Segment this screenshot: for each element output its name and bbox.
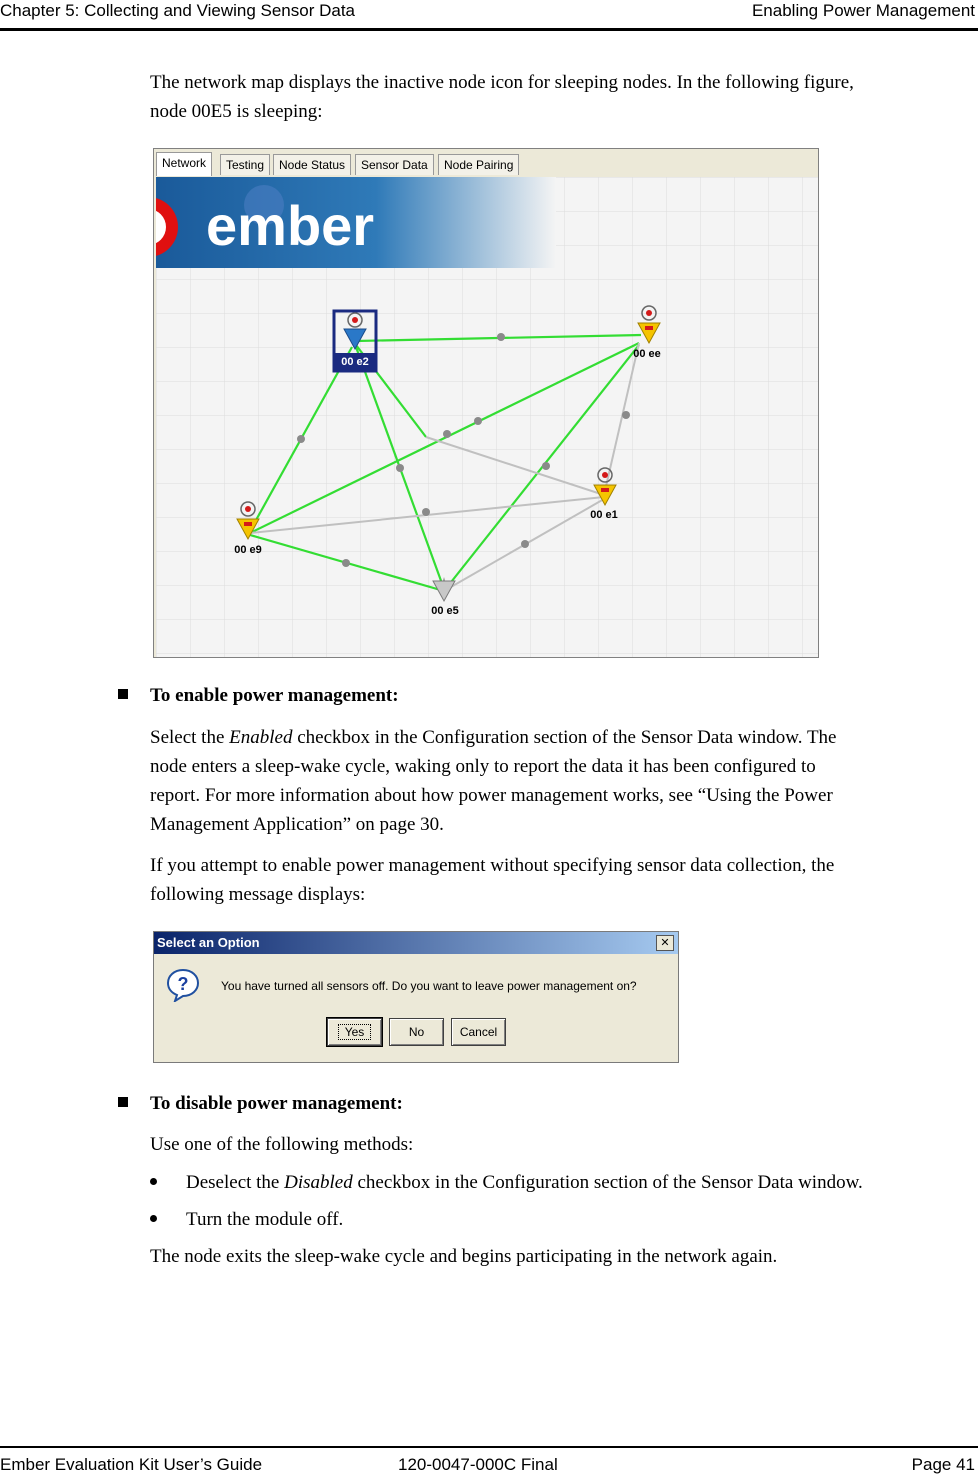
- dialog-title-bar: [154, 932, 678, 954]
- network-graph: [156, 177, 818, 657]
- tab-node-pairing[interactable]: Node Pairing: [438, 154, 519, 175]
- page-number: Page 41: [911, 1455, 975, 1474]
- disable-heading: To disable power management:: [118, 1089, 403, 1118]
- node-label-00e2: 00 e2: [341, 356, 369, 368]
- square-bullet-icon: [118, 1097, 128, 1107]
- page-header: [0, 0, 978, 31]
- yes-button[interactable]: Yes: [327, 1018, 382, 1046]
- round-bullet-icon: [150, 1178, 157, 1185]
- network-canvas[interactable]: [156, 177, 818, 657]
- disable-intro: Use one of the following methods:: [150, 1134, 414, 1155]
- section-title: Enabling Power Management: [751, 1, 975, 20]
- guide-title: Ember Evaluation Kit User’s Guide: [0, 1455, 263, 1474]
- node-label-00e5: 00 e5: [431, 605, 459, 617]
- dialog-message: You have turned all sensors off. Do you want to leave power management on?: [221, 979, 637, 993]
- tab-network[interactable]: Network: [156, 152, 212, 176]
- select-option-dialog: [153, 931, 679, 1063]
- dialog-title: Select an Option: [157, 935, 260, 950]
- cancel-button[interactable]: Cancel: [451, 1018, 506, 1046]
- chapter-title: Chapter 5: Collecting and Viewing Sensor Data: [0, 1, 356, 20]
- close-icon[interactable]: ✕: [656, 935, 674, 951]
- disabled-term: Disabled: [284, 1172, 353, 1193]
- tab-node-status[interactable]: Node Status: [273, 154, 351, 175]
- disable-method-1: Deselect the Disabled checkbox in the Configuration section of the Sensor Data window.: [150, 1168, 863, 1197]
- enabled-term: Enabled: [229, 727, 293, 748]
- enable-heading: To enable power management:: [118, 681, 399, 710]
- intro-paragraph: The network map displays the inactive node icon for sleeping nodes. In the following figure, node 00E5 is sleeping:: [150, 72, 854, 122]
- enable-paragraph-2: If you attempt to enable power management without specifying sensor data collection, the following message displays:: [150, 855, 835, 905]
- svg-text:?: ?: [177, 974, 189, 994]
- tab-bar: [154, 149, 818, 177]
- node-label-00e9: 00 e9: [234, 544, 262, 556]
- header-rule: [0, 28, 978, 31]
- page-footer: [0, 1446, 978, 1483]
- disable-closing: The node exits the sleep-wake cycle and begins participating in the network again.: [150, 1246, 778, 1267]
- node-label-00e1: 00 e1: [590, 509, 618, 521]
- round-bullet-icon: [150, 1215, 157, 1222]
- no-button[interactable]: No: [389, 1018, 444, 1046]
- ember-logo-text: ember: [206, 194, 375, 257]
- question-icon: [166, 968, 200, 1002]
- square-bullet-icon: [118, 689, 128, 699]
- disable-method-2: Turn the module off.: [150, 1205, 343, 1234]
- tab-sensor-data[interactable]: Sensor Data: [355, 154, 434, 175]
- node-label-00ee: 00 ee: [633, 348, 661, 360]
- enable-paragraph-1: Select the Enabled checkbox in the Configuration section of the Sensor Data window. The node enters a sleep-wake cycle, waking only to report the data it has been configured to report. For more information about how power management works, see “Using the Power Management Application” on page 30.: [150, 727, 837, 835]
- doc-number: 120-0047-000C Final: [398, 1455, 558, 1474]
- tab-testing[interactable]: Testing: [220, 154, 270, 175]
- footer-rule: [0, 1446, 978, 1448]
- network-map-screenshot: [153, 148, 819, 658]
